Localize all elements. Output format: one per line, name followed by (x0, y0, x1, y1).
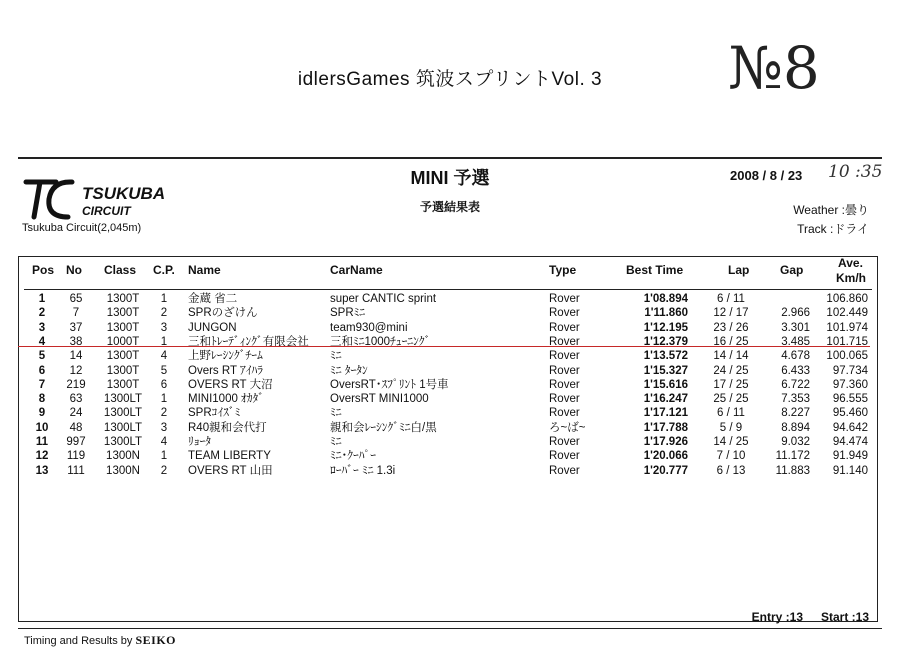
best-time-cell: 1'12.379 (643, 335, 688, 348)
pos-cell: 1 (38, 293, 46, 305)
gap-cell: 8.227 (781, 407, 810, 420)
best-time-cell: 1'16.247 (643, 393, 688, 406)
handwritten-time: 10 :35 (828, 162, 883, 182)
gap-cell: 3.301 (781, 321, 810, 334)
car-number-cell: 65 (69, 293, 83, 305)
gap-cell: 8.894 (781, 421, 810, 434)
lap-cell: 23 / 26 (713, 321, 749, 334)
average-speed-cell: 100.065 (826, 350, 868, 363)
gap-cell: 7.353 (781, 393, 810, 406)
lap-cell: 5 / 9 (719, 421, 743, 434)
header-gap: Gap (780, 263, 804, 277)
car-number-cell: 7 (72, 307, 80, 320)
car-name-cell: ﾛｰﾊﾞｰ ﾐﾆ 1.3i (330, 464, 396, 477)
header-best-time: Best Time (626, 263, 684, 277)
driver-name-cell: 金蔵 省二 (188, 293, 238, 305)
class-position-cell: 5 (160, 364, 168, 377)
driver-name-cell: MINI1000 ｵｶﾀﾞ (188, 393, 265, 406)
gap-cell: 11.172 (775, 450, 810, 463)
class-cell: 1300T (106, 350, 140, 363)
red-cutoff-line (18, 346, 870, 347)
best-time-cell: 1'12.195 (643, 321, 688, 334)
best-time-cell: 1'20.066 (643, 450, 688, 463)
average-speed-cell: 91.949 (832, 450, 868, 463)
car-type-cell: Rover (549, 350, 580, 363)
average-speed-cell: 97.360 (832, 378, 868, 391)
pos-cell: 11 (35, 436, 49, 448)
car-name-cell: ﾐﾆ (330, 350, 342, 363)
driver-name-cell: SPRのざけん (188, 307, 258, 320)
session-date: 2008 / 8 / 23 (730, 168, 803, 183)
average-speed-cell: 102.449 (826, 307, 868, 320)
class-position-cell: 3 (160, 321, 168, 334)
header-kmh: Km/h (836, 271, 866, 285)
best-time-cell: 1'15.616 (643, 378, 688, 391)
gap-cell: 3.485 (781, 335, 810, 348)
class-position-cell: 4 (160, 436, 168, 448)
class-position-cell: 1 (160, 450, 168, 463)
gap-cell: 6.722 (781, 378, 810, 391)
car-name-cell: ﾐﾆ･ｸｰﾊﾟｰ (330, 450, 376, 463)
lap-cell: 25 / 25 (713, 393, 749, 406)
gap-cell: 4.678 (781, 350, 810, 363)
car-number-cell: 219 (66, 378, 86, 391)
pos-cell: 5 (38, 350, 46, 363)
gap-cell: 2.966 (781, 307, 810, 320)
gap-cell: 9.032 (781, 436, 810, 448)
header-no: No (66, 263, 82, 277)
driver-name-cell: SPRｺｲｽﾞﾐ (188, 407, 241, 420)
best-time-cell: 1'17.788 (643, 421, 688, 434)
car-number-cell: 63 (69, 393, 83, 406)
lap-cell: 6 / 11 (717, 293, 745, 305)
table-row (0, 321, 900, 335)
logo-text-circuit: CIRCUIT (82, 204, 131, 218)
pos-cell: 12 (35, 450, 49, 463)
lap-cell: 7 / 10 (716, 450, 746, 463)
car-type-cell: Rover (549, 450, 580, 463)
header-name: Name (188, 263, 221, 277)
car-type-cell: Rover (549, 335, 580, 348)
header-cp: C.P. (153, 263, 175, 277)
car-name-cell: ﾐﾆ (330, 407, 342, 420)
class-cell: 1000T (106, 335, 140, 348)
header-carname: CarName (330, 263, 383, 277)
average-speed-cell: 94.474 (832, 436, 868, 448)
car-type-cell: Rover (549, 393, 580, 406)
class-cell: 1300T (106, 378, 140, 391)
lap-cell: 16 / 25 (713, 335, 749, 348)
car-number-cell: 37 (69, 321, 83, 334)
lap-cell: 12 / 17 (713, 307, 749, 320)
handwritten-number-mark (726, 22, 886, 102)
car-name-cell: 親和会ﾚｰｼﾝｸﾞﾐﾆ白/黒 (330, 421, 437, 434)
car-type-cell: Rover (549, 407, 580, 420)
class-position-cell: 2 (160, 307, 168, 320)
header-pos: Pos (32, 263, 55, 277)
car-type-cell: Rover (549, 464, 580, 477)
car-type-cell: Rover (549, 436, 580, 448)
car-number-cell: 48 (69, 421, 83, 434)
car-type-cell: Rover (549, 307, 580, 320)
car-name-cell: ﾐﾆ (330, 436, 342, 448)
lap-cell: 6 / 11 (717, 407, 745, 420)
car-type-cell: Rover (549, 293, 580, 305)
table-row (0, 349, 900, 363)
average-speed-cell: 106.860 (826, 293, 868, 305)
best-time-cell: 1'13.572 (643, 350, 688, 363)
lap-cell: 17 / 25 (713, 378, 749, 391)
seiko-brand: SEIKO (135, 633, 176, 647)
table-row (0, 421, 900, 435)
top-divider (18, 157, 882, 159)
best-time-cell: 1'11.860 (644, 307, 688, 320)
car-number-cell: 14 (69, 350, 83, 363)
pos-cell: 13 (35, 464, 49, 477)
class-cell: 1300N (106, 450, 140, 463)
car-name-cell: super CANTIC sprint (330, 293, 437, 305)
driver-name-cell: 上野ﾚｰｼﾝｸﾞﾁｰﾑ (188, 350, 263, 363)
car-name-cell: ﾐﾆ ﾀｰﾀﾝ (330, 364, 368, 377)
car-name-cell: OversRT MINI1000 (330, 393, 429, 406)
car-number-cell: 111 (67, 464, 85, 477)
table-row (0, 378, 900, 392)
average-speed-cell: 94.642 (832, 421, 868, 434)
header-ave: Ave. (838, 256, 863, 270)
pos-cell: 7 (38, 378, 46, 391)
best-time-cell: 1'15.327 (643, 364, 688, 377)
table-row (0, 435, 900, 449)
car-name-cell: team930@mini (330, 321, 408, 334)
class-position-cell: 1 (160, 335, 168, 348)
table-row (0, 364, 900, 378)
lap-cell: 6 / 13 (716, 464, 746, 477)
circuit-name: Tsukuba Circuit(2,045m) (22, 222, 142, 234)
best-time-cell: 1'20.777 (643, 464, 688, 477)
class-position-cell: 2 (160, 407, 168, 420)
pos-cell: 10 (35, 421, 49, 434)
header-type: Type (549, 263, 577, 277)
car-name-cell: 三和ﾐﾆ1000ﾁｭｰﾆﾝｸﾞ (330, 335, 431, 348)
pos-cell: 4 (38, 335, 46, 348)
class-cell: 1300T (106, 321, 140, 334)
weather-info: Weather :曇り (793, 203, 869, 217)
class-position-cell: 2 (160, 464, 168, 477)
class-position-cell: 1 (160, 293, 168, 305)
driver-name-cell: 三和ﾄﾚｰﾃﾞｨﾝｸﾞ有限会社 (188, 335, 309, 348)
pos-cell: 2 (38, 307, 46, 320)
table-row (0, 292, 900, 306)
session-subtitle: 予選結果表 (419, 200, 480, 214)
class-cell: 1300T (106, 307, 140, 320)
start-count: Start :13 (820, 610, 869, 624)
car-type-cell: Rover (549, 364, 580, 377)
average-speed-cell: 97.734 (832, 364, 868, 377)
pos-cell: 6 (38, 364, 46, 377)
lap-cell: 14 / 25 (713, 436, 749, 448)
driver-name-cell: JUNGON (188, 321, 237, 334)
gap-cell: 6.433 (781, 364, 810, 377)
car-number-cell: 12 (69, 364, 83, 377)
class-position-cell: 6 (160, 378, 168, 391)
car-name-cell: SPRﾐﾆ (330, 307, 366, 320)
number-mark-text: №8 (728, 34, 820, 102)
driver-name-cell: TEAM LIBERTY (188, 450, 271, 463)
class-cell: 1300LT (103, 421, 143, 434)
best-time-cell: 1'17.121 (643, 407, 688, 420)
driver-name-cell: OVERS RT 大沼 (188, 378, 273, 391)
car-type-cell: Rover (549, 321, 580, 334)
class-cell: 1300T (106, 364, 140, 377)
pos-cell: 9 (38, 407, 46, 420)
session-title: MINI 予選 (410, 168, 490, 188)
car-number-cell: 24 (69, 407, 83, 420)
class-position-cell: 1 (160, 393, 168, 406)
class-position-cell: 3 (160, 421, 168, 434)
header-underline (24, 289, 872, 290)
best-time-cell: 1'08.894 (643, 293, 688, 305)
pos-cell: 3 (38, 321, 46, 334)
class-cell: 1300LT (103, 407, 143, 420)
driver-name-cell: OVERS RT 山田 (188, 464, 273, 477)
best-time-cell: 1'17.926 (643, 436, 688, 448)
lap-cell: 14 / 14 (713, 350, 749, 363)
car-number-cell: 119 (66, 450, 86, 463)
class-cell: 1300LT (103, 393, 143, 406)
car-number-cell: 38 (69, 335, 83, 348)
average-speed-cell: 91.140 (832, 464, 868, 477)
table-row (0, 406, 900, 420)
class-cell: 1300N (106, 464, 140, 477)
car-name-cell: OversRT･ｽﾌﾟﾘﾝﾄ 1号車 (330, 378, 449, 391)
driver-name-cell: ﾘｮｰﾀ (188, 436, 211, 448)
car-type-cell: ろ~ば~ (549, 421, 586, 434)
timing-credit-text: Timing and Results by (24, 635, 136, 647)
gap-cell: 11.883 (775, 464, 810, 477)
logo-text-tsukuba: TSUKUBA (82, 184, 166, 203)
driver-name-cell: Overs RT ｱｲﾊﾗ (188, 364, 263, 377)
driver-name-cell: R40親和会代打 (188, 421, 267, 434)
footer-divider (18, 628, 882, 629)
class-cell: 1300T (106, 293, 140, 305)
average-speed-cell: 95.460 (832, 407, 868, 420)
table-row (0, 449, 900, 463)
table-row (0, 306, 900, 320)
table-row (0, 464, 900, 478)
average-speed-cell: 96.555 (832, 393, 868, 406)
average-speed-cell: 101.974 (826, 321, 868, 334)
pos-cell: 8 (38, 393, 46, 406)
table-row (0, 392, 900, 406)
timing-credit (24, 633, 176, 648)
average-speed-cell: 101.715 (826, 335, 868, 348)
car-number-cell: 997 (66, 436, 86, 448)
class-cell: 1300LT (103, 436, 143, 448)
header-lap: Lap (728, 263, 750, 277)
track-condition: Track :ドライ (797, 222, 869, 236)
car-type-cell: Rover (549, 378, 580, 391)
class-position-cell: 4 (160, 350, 168, 363)
event-title: idlersGames 筑波スプリントVol. 3 (297, 69, 603, 90)
entry-count: Entry :13 (751, 610, 803, 624)
lap-cell: 24 / 25 (713, 364, 749, 377)
header-class: Class (104, 263, 137, 277)
